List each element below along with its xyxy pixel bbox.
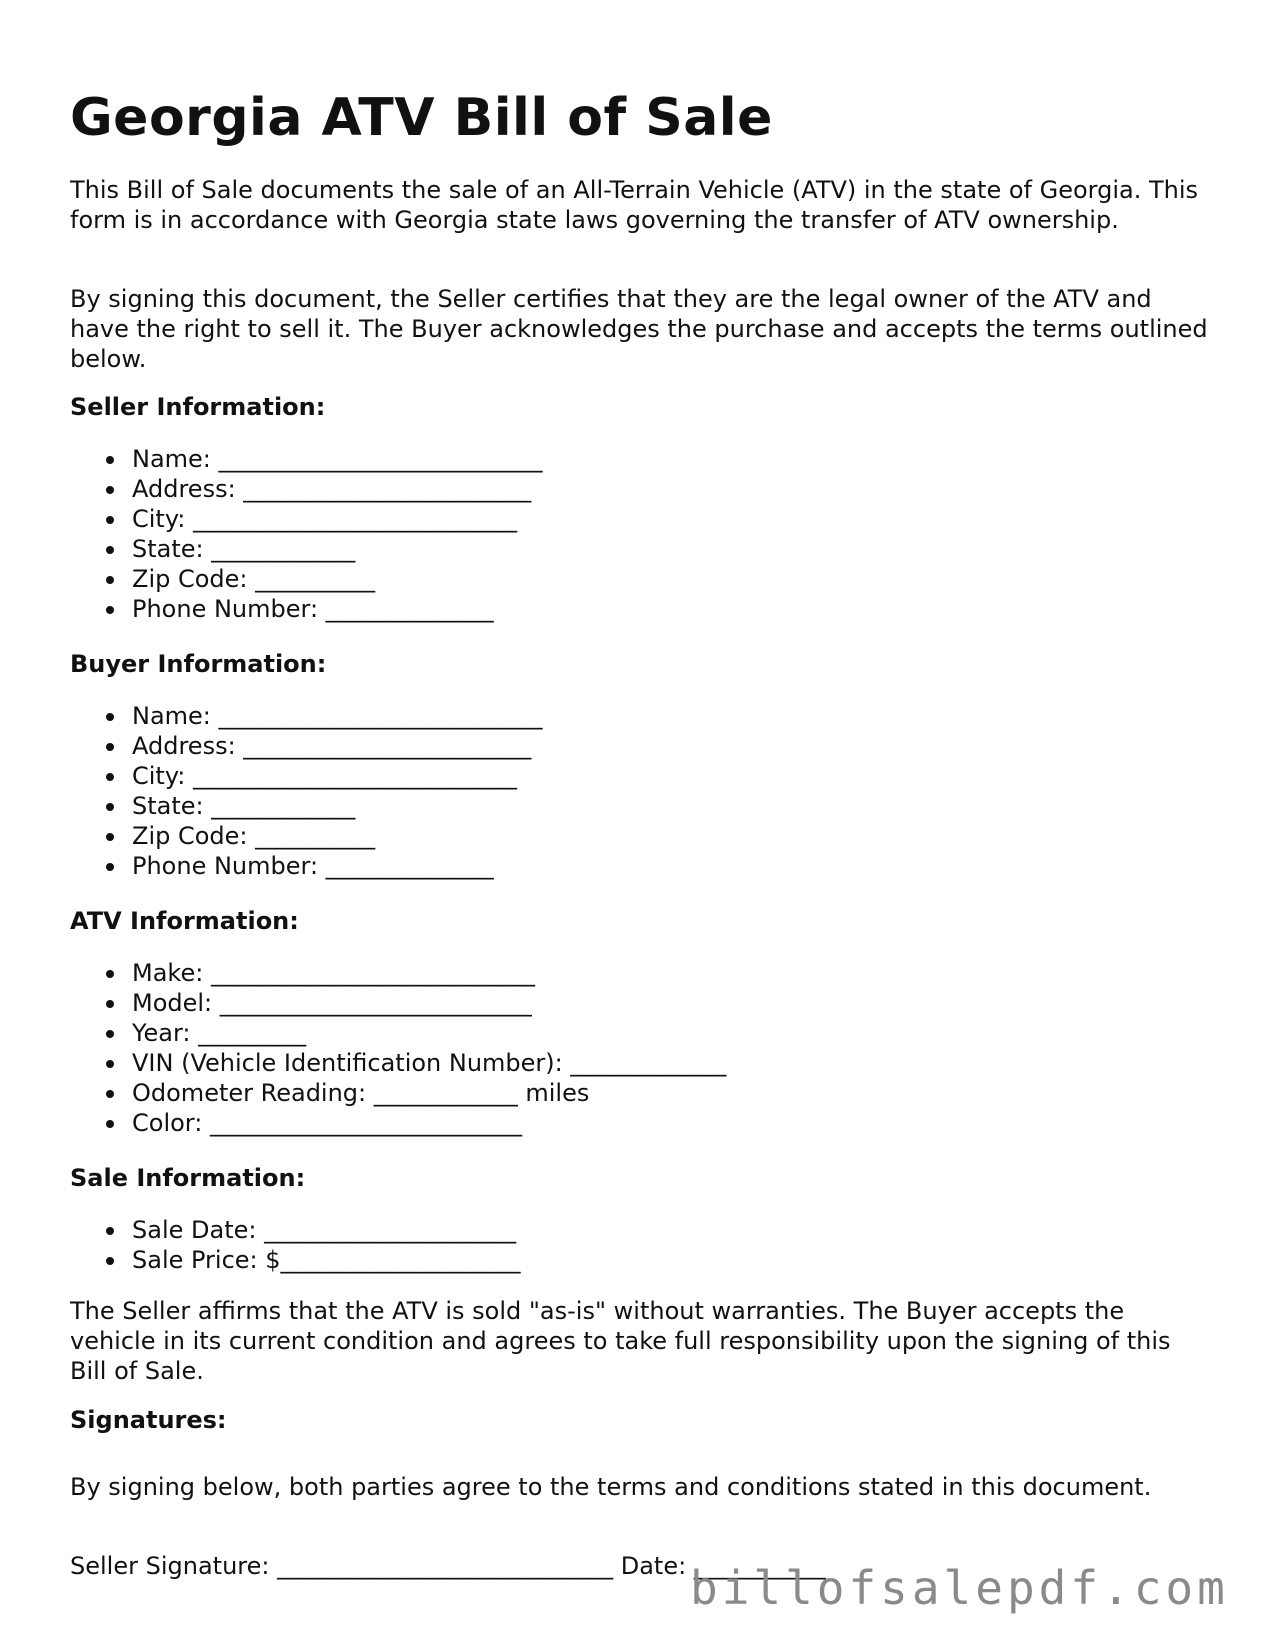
buyer-phone-field: Phone Number: ______________ — [70, 851, 543, 881]
certify-paragraph: By signing this document, the Seller certifies that they are the legal owner of the ATV and have the right to sell it. The Buyer acknowledges the purchase and accepts the terms outlined below. — [70, 285, 1208, 373]
seller-address-field: Address: ________________________ — [70, 474, 543, 504]
buyer-address-field: Address: ________________________ — [70, 731, 543, 761]
buyer-name-field: Name: ___________________________ — [70, 701, 543, 731]
signatures-heading: Signatures: — [70, 1406, 227, 1434]
atv-field-list — [70, 958, 726, 1138]
sale-field-list — [70, 1215, 521, 1275]
atv-year-field: Year: _________ — [70, 1018, 726, 1048]
watermark: billofsalepdf.com — [690, 1561, 1229, 1615]
buyer-state-field: State: ____________ — [70, 791, 543, 821]
seller-zip-field: Zip Code: __________ — [70, 564, 543, 594]
buyer-city-field: City: ___________________________ — [70, 761, 543, 791]
atv-make-field: Make: ___________________________ — [70, 958, 726, 988]
seller-heading: Seller Information: — [70, 393, 326, 421]
sale-heading: Sale Information: — [70, 1164, 306, 1192]
atv-model-field: Model: __________________________ — [70, 988, 726, 1018]
seller-name-field: Name: ___________________________ — [70, 444, 543, 474]
atv-vin-field: VIN (Vehicle Identification Number): _____________ — [70, 1048, 726, 1078]
signatures-statement: By signing below, both parties agree to the terms and conditions stated in this document. — [70, 1473, 1152, 1501]
atv-odometer-field: Odometer Reading: ____________ miles — [70, 1078, 726, 1108]
atv-heading: ATV Information: — [70, 907, 299, 935]
sale-price-field: Sale Price: $____________________ — [70, 1245, 521, 1275]
buyer-field-list — [70, 701, 543, 881]
seller-field-list — [70, 444, 543, 624]
buyer-zip-field: Zip Code: __________ — [70, 821, 543, 851]
atv-color-field: Color: __________________________ — [70, 1108, 726, 1138]
page-title: Georgia ATV Bill of Sale — [70, 88, 773, 148]
sale-date-field: Sale Date: _____________________ — [70, 1215, 521, 1245]
as-is-paragraph: The Seller affirms that the ATV is sold "as-is" without warranties. The Buyer accepts the vehicle in its current condition and agrees to take full responsibility upon the signing of this Bill of Sale. — [70, 1297, 1171, 1385]
intro-paragraph: This Bill of Sale documents the sale of an All-Terrain Vehicle (ATV) in the state of Georgia. This form is in accordance with Georgia state laws governing the transfer of ATV ownership. — [70, 176, 1198, 234]
seller-city-field: City: ___________________________ — [70, 504, 543, 534]
seller-signature-line: Seller Signature: ____________________________ Date: ___________ — [70, 1552, 826, 1580]
seller-state-field: State: ____________ — [70, 534, 543, 564]
buyer-heading: Buyer Information: — [70, 650, 327, 678]
seller-phone-field: Phone Number: ______________ — [70, 594, 543, 624]
